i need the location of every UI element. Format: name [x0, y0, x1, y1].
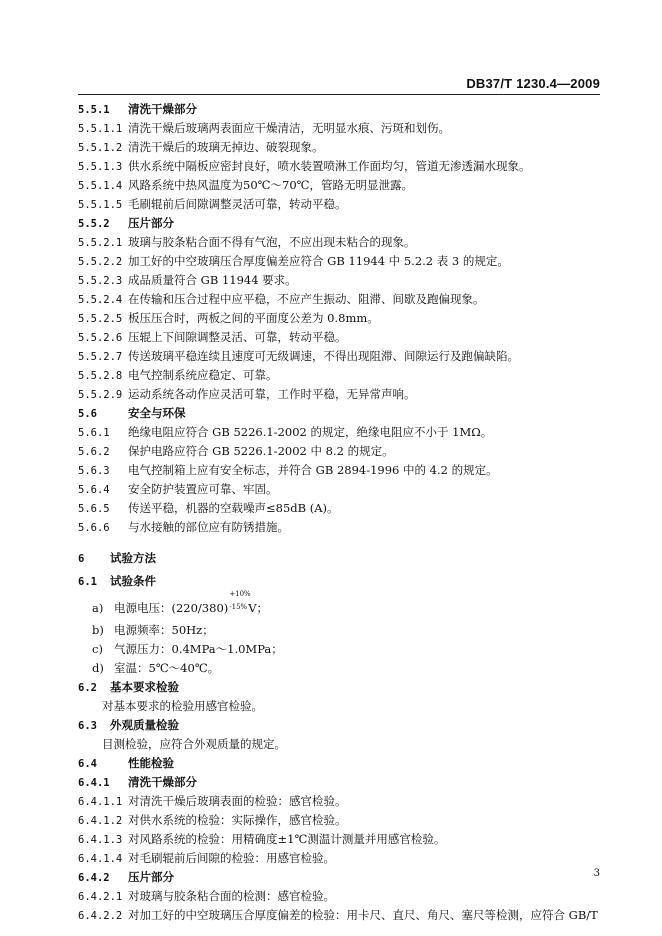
clause-item [78, 906, 604, 925]
clause-number: 5.5.1.5 [78, 199, 123, 211]
section-6-3-body: 目测检验，应符合外观质量的规定。 [102, 737, 286, 751]
clause-number: 5.6.2 [78, 446, 110, 458]
clause-number: 5.5.1.4 [78, 180, 123, 192]
clause-text: 板压压合时，两板之间的平面度公差为 0.8mm。 [128, 311, 379, 325]
clause-number: 5.6.3 [78, 465, 110, 477]
clause-item [78, 176, 604, 195]
clause-number: 5.5.1.3 [78, 161, 123, 173]
clause-number: 5.5.2 [78, 218, 110, 230]
clause-item [78, 480, 604, 499]
clause-text: 电气控制箱上应有安全标志，并符合 GB 2894-1996 中的 4.2 的规定。 [128, 463, 498, 477]
clause-number: 6.4.2.2 [78, 910, 123, 922]
clause-text: 毛刷辊前后间隙调整灵活可靠，转动平稳。 [128, 197, 347, 211]
section-title: 基本要求检验 [110, 680, 179, 694]
voltage-tolerance [228, 590, 251, 614]
section-title: 外观质量检验 [110, 718, 179, 732]
clause-item [78, 252, 604, 271]
clause-number: 5.5.1 [78, 104, 110, 116]
clause-item [78, 461, 604, 480]
clause-item [78, 499, 604, 518]
clause-text: 绝缘电阻应符合 GB 5226.1-2002 的规定，绝缘电阻应不小于 1MΩ。 [128, 425, 493, 439]
clause-item [78, 347, 604, 366]
clause-number: 6.4.2 [78, 872, 110, 884]
clause-item [78, 887, 604, 906]
section-number: 6.1 [78, 576, 97, 588]
clause-text: 对风路系统的检验：用精确度±1℃测温计测量并用感官检验。 [128, 832, 446, 846]
section-number: 6.3 [78, 720, 97, 732]
header-rule [78, 94, 600, 95]
chapter-title: 试验方法 [110, 551, 156, 565]
voltage-unit: V； [248, 601, 269, 615]
clause-heading [78, 404, 604, 423]
clause-number: 5.5.2.4 [78, 294, 123, 306]
clause-number: 6.4.1.4 [78, 853, 123, 865]
chapter-6-heading [78, 549, 604, 568]
clause-text: 安全与环保 [128, 406, 186, 420]
clause-item [78, 792, 604, 811]
clause-number: 5.5.2.6 [78, 332, 123, 344]
clause-item [78, 423, 604, 442]
clause-item [78, 366, 604, 385]
condition-b [78, 621, 604, 640]
section-6-4 [78, 754, 604, 925]
clause-text: 对供水系统的检验：实际操作，感官检验。 [128, 813, 347, 827]
clause-text: 压辊上下间隙调整灵活、可靠，转动平稳。 [128, 330, 347, 344]
item-text: 气源压力：0.4MPa～1.0MPa； [114, 642, 283, 656]
clause-heading [78, 754, 604, 773]
clause-text: 清洗干燥部分 [128, 102, 197, 116]
item-label: c) [92, 642, 103, 656]
clause-text: 对毛刷辊前后间隙的检验：用感官检验。 [128, 851, 335, 865]
condition-d [78, 659, 604, 678]
section-number: 6.2 [78, 682, 97, 694]
clause-number: 5.5.2.7 [78, 351, 123, 363]
page-number: 3 [593, 868, 600, 879]
clause-text: 安全防护装置应可靠、牢固。 [128, 482, 278, 496]
clause-number: 5.6.1 [78, 427, 110, 439]
clause-text: 压片部分 [128, 870, 174, 884]
section-6-2-body: 对基本要求的检验用感官检验。 [102, 699, 263, 713]
clause-number: 5.6.6 [78, 522, 110, 534]
clause-text: 运动系统各动作应灵活可靠，工作时平稳，无异常声响。 [128, 387, 416, 401]
clause-item [78, 271, 604, 290]
section-5-5 [78, 100, 604, 537]
clause-heading [78, 773, 604, 792]
clause-item [78, 328, 604, 347]
clause-text: 传送平稳，机器的空载噪声≤85dB (A)。 [128, 501, 339, 515]
clause-number: 5.6 [78, 408, 97, 420]
tolerance-lower: -15% [229, 603, 248, 611]
chapter-number: 6 [78, 553, 85, 565]
clause-item [78, 309, 604, 328]
section-6-2-heading [78, 678, 604, 697]
clause-item [78, 119, 604, 138]
clause-text: 清洗干燥部分 [128, 775, 197, 789]
clause-number: 6.4.1 [78, 777, 110, 789]
clause-item [78, 138, 604, 157]
clause-number: 6.4 [78, 758, 97, 770]
clause-text: 与水接触的部位应有防锈措施。 [128, 520, 289, 534]
clause-number: 5.6.4 [78, 484, 110, 496]
section-6-1-heading [78, 572, 604, 591]
clause-item [78, 290, 604, 309]
tolerance-upper: +10% [229, 590, 251, 598]
section-title: 试验条件 [110, 574, 156, 588]
clause-text: 压片部分 [128, 216, 174, 230]
clause-item [78, 830, 604, 849]
item-text: 电源频率：50Hz； [114, 623, 214, 637]
clause-text: 玻璃与胶条粘合面不得有气泡，不应出现未粘合的现象。 [128, 235, 416, 249]
clause-heading [78, 100, 604, 119]
clause-text: 风路系统中热风温度为50℃～70℃，管路无明显泄露。 [128, 178, 413, 192]
clause-text: 性能检验 [128, 756, 174, 770]
item-label: d) [92, 661, 104, 675]
clause-number: 5.5.2.3 [78, 275, 123, 287]
voltage-text: 电源电压：(220/380) [114, 601, 229, 615]
clause-text: 加工好的中空玻璃压合厚度偏差应符合 GB 11944 中 5.2.2 表 3 的规定。 [128, 254, 509, 268]
clause-text: 电气控制系统应稳定、可靠。 [128, 368, 278, 382]
item-text: 室温：5℃～40℃。 [114, 661, 220, 675]
clause-number: 5.5.2.9 [78, 389, 123, 401]
item-label: b) [92, 623, 104, 637]
clause-item [78, 849, 604, 868]
clause-heading [78, 214, 604, 233]
clause-text: 成品质量符合 GB 11944 要求。 [128, 273, 297, 287]
clause-number: 5.5.2.1 [78, 237, 123, 249]
clause-number: 5.5.1.1 [78, 123, 123, 135]
clause-number: 5.5.2.8 [78, 370, 123, 382]
clause-text: 供水系统中隔板应密封良好，喷水装置喷淋工作面均匀，管道无渗透漏水现象。 [128, 159, 531, 173]
clause-item [78, 157, 604, 176]
clause-text: 在传输和压合过程中应平稳，不应产生振动、阻滞、间歇及跑偏现象。 [128, 292, 485, 306]
clause-text: 清洗干燥后的玻璃无掉边、破裂现象。 [128, 140, 324, 154]
clause-text: 传送玻璃平稳连续且速度可无级调速，不得出现阻滞、间隙运行及跑偏缺陷。 [128, 349, 519, 363]
clause-number: 6.4.1.1 [78, 796, 123, 808]
document-id: DB37/T 1230.4—2009 [466, 76, 600, 91]
clause-number: 6.4.1.2 [78, 815, 123, 827]
condition-c [78, 640, 604, 659]
clause-item [78, 442, 604, 461]
clause-number: 5.5.2.2 [78, 256, 123, 268]
clause-text: 清洗干燥后玻璃两表面应干燥清洁，无明显水痕、污斑和划伤。 [128, 121, 450, 135]
page-content [78, 100, 604, 925]
clause-text: 对加工好的中空玻璃压合厚度偏差的检验：用卡尺、直尺、角尺、塞尺等检测，应符合 GB/T [128, 908, 598, 922]
clause-text: 保护电路应符合 GB 5226.1-2002 中 8.2 的规定。 [128, 444, 394, 458]
condition-a [78, 590, 604, 621]
clause-number: 5.5.1.2 [78, 142, 123, 154]
clause-item [78, 385, 604, 404]
clause-number: 6.4.2.1 [78, 891, 123, 903]
clause-number: 5.5.2.5 [78, 313, 123, 325]
clause-item [78, 518, 604, 537]
clause-item [78, 233, 604, 252]
section-6-3-heading [78, 716, 604, 735]
item-label: a) [92, 601, 104, 615]
clause-item [78, 195, 604, 214]
clause-text: 对玻璃与胶条粘合面的检测：感官检验。 [128, 889, 335, 903]
clause-text: 对清洗干燥后玻璃表面的检验：感官检验。 [128, 794, 347, 808]
clause-heading [78, 868, 604, 887]
clause-number: 6.4.1.3 [78, 834, 123, 846]
clause-number: 5.6.5 [78, 503, 110, 515]
clause-item [78, 811, 604, 830]
